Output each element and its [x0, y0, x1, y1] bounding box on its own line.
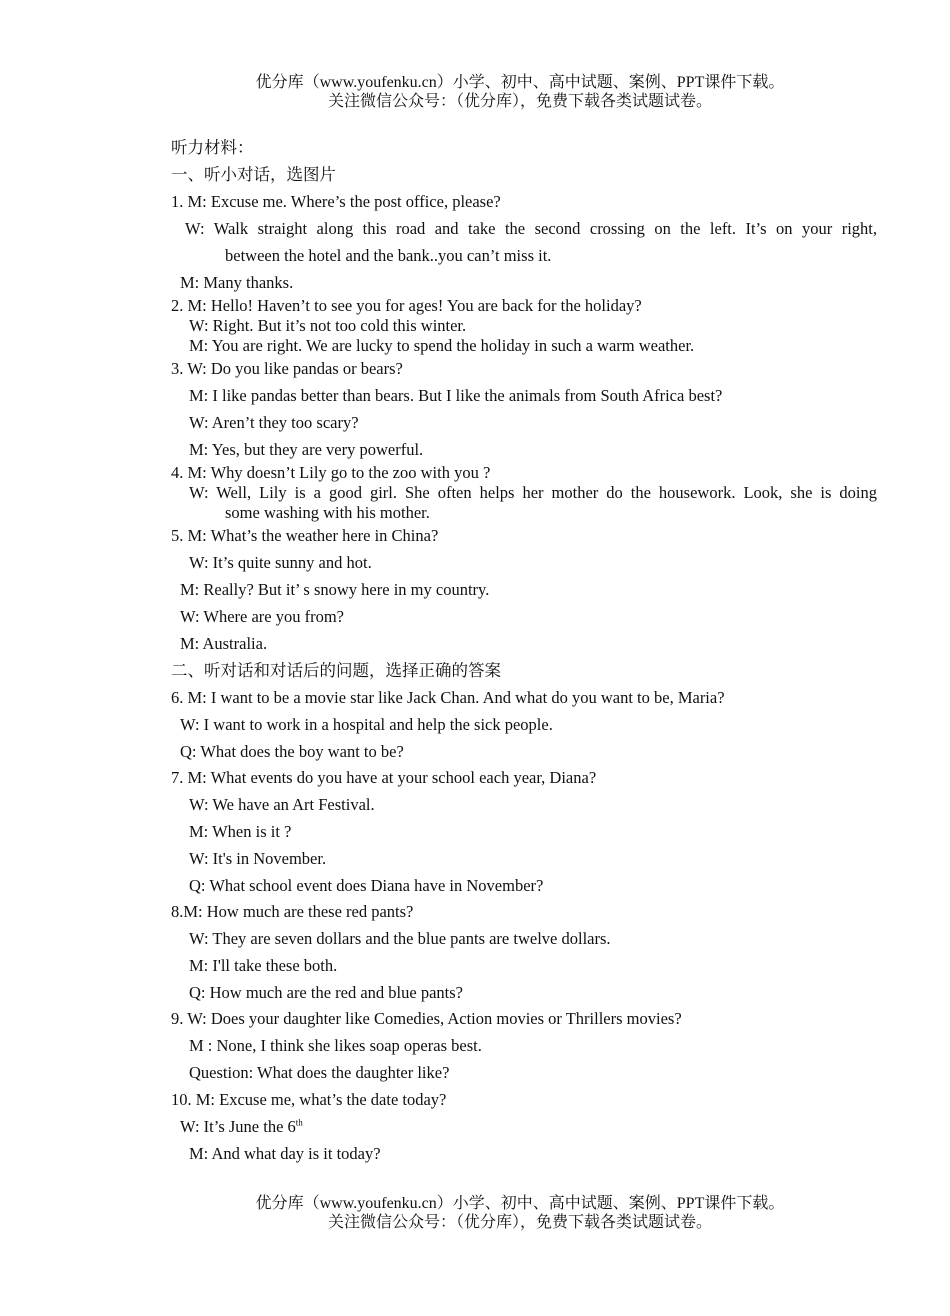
q3-line-1: 3. W: Do you like pandas or bears?	[171, 359, 403, 378]
header-line-1: 优分库（www.youfenku.cn）小学、初中、高中试题、案例、PPT课件下载。	[255, 74, 785, 91]
q2-line-3: M: You are right. We are lucky to spend the holiday in such a warm weather.	[189, 336, 695, 355]
q8-line-2: W: They are seven dollars and the blue pants are twelve dollars.	[189, 929, 611, 948]
q5-line-4: W: Where are you from?	[180, 607, 345, 626]
q10-line-3: M: And what day is it today?	[189, 1144, 381, 1163]
q9-line-1: 9. W: Does your daughter like Comedies, Action movies or Thrillers movies?	[171, 1009, 682, 1028]
header-line-2: 关注微信公众号：（优分库），免费下载各类试题试卷。	[327, 93, 712, 110]
q10-line-1: 10. M: Excuse me, what’s the date today?	[171, 1090, 447, 1109]
q6-line-1: 6. M: I want to be a movie star like Jack Chan. And what do you want to be, Maria?	[171, 688, 725, 707]
footer-line-2: 关注微信公众号：（优分库），免费下载各类试题试卷。	[327, 1214, 712, 1231]
q2-line-1: 2. M: Hello! Haven’t to see you for ages! You are back for the holiday?	[171, 296, 642, 315]
q4-line-3: some washing with his mother.	[225, 503, 430, 522]
q5-line-1: 5. M: What’s the weather here in China?	[171, 526, 439, 545]
q4-line-1: 4. M: Why doesn’t Lily go to the zoo with you ?	[171, 463, 491, 482]
section-2-heading: 二、听对话和对话后的问题，选择正确的答案	[171, 661, 501, 680]
q10-superscript: th	[295, 1117, 303, 1128]
q1-line-4: M: Many thanks.	[180, 273, 294, 292]
q5-line-3: M: Really? But it’ s snowy here in my country.	[180, 580, 490, 599]
q1-line-3: between the hotel and the bank..you can’t miss it.	[225, 246, 552, 265]
q9-line-2: M : None, I think she likes soap operas best.	[189, 1036, 482, 1055]
page-footer	[0, 1194, 950, 1232]
q10-line-2	[180, 1117, 303, 1137]
q7-line-3: M: When is it ?	[189, 822, 292, 841]
q9-line-3: Question: What does the daughter like?	[189, 1063, 450, 1082]
footer-line-1: 优分库（www.youfenku.cn）小学、初中、高中试题、案例、PPT课件下载。	[255, 1195, 785, 1212]
q4-line-2: W: Well, Lily is a good girl. She often helps her mother do the housework. Look, she is doing	[189, 483, 877, 502]
q10-line-2-text: W: It’s June the 6	[180, 1117, 296, 1136]
q1-line-1: 1. M: Excuse me. Where’s the post office, please?	[171, 192, 501, 211]
title: 听力材料：	[171, 138, 254, 157]
q5-line-2: W: It’s quite sunny and hot.	[189, 553, 372, 572]
q3-line-2: M: I like pandas better than bears. But I like the animals from South Africa best?	[189, 386, 723, 405]
q8-line-3: M: I'll take these both.	[189, 956, 338, 975]
q5-line-5: M: Australia.	[180, 634, 268, 653]
q7-line-1: 7. M: What events do you have at your school each year, Diana?	[171, 768, 597, 787]
q8-line-4: Q: How much are the red and blue pants?	[189, 983, 463, 1002]
q7-line-5: Q: What school event does Diana have in November?	[189, 876, 544, 895]
q3-line-4: M: Yes, but they are very powerful.	[189, 440, 424, 459]
q3-line-3: W: Aren’t they too scary?	[189, 413, 359, 432]
q6-line-3: Q: What does the boy want to be?	[180, 742, 404, 761]
section-1-heading: 一、听小对话，选图片	[171, 165, 336, 184]
q7-line-2: W: We have an Art Festival.	[189, 795, 375, 814]
q8-line-1: 8.M: How much are these red pants?	[171, 902, 414, 921]
q1-line-2: W: Walk straight along this road and take the second crossing on the left. It’s on your right,	[185, 219, 877, 238]
page-header	[0, 73, 950, 111]
q2-line-2: W: Right. But it’s not too cold this winter.	[189, 316, 467, 335]
q7-line-4: W: It's in November.	[189, 849, 327, 868]
q6-line-2: W: I want to work in a hospital and help the sick people.	[180, 715, 553, 734]
